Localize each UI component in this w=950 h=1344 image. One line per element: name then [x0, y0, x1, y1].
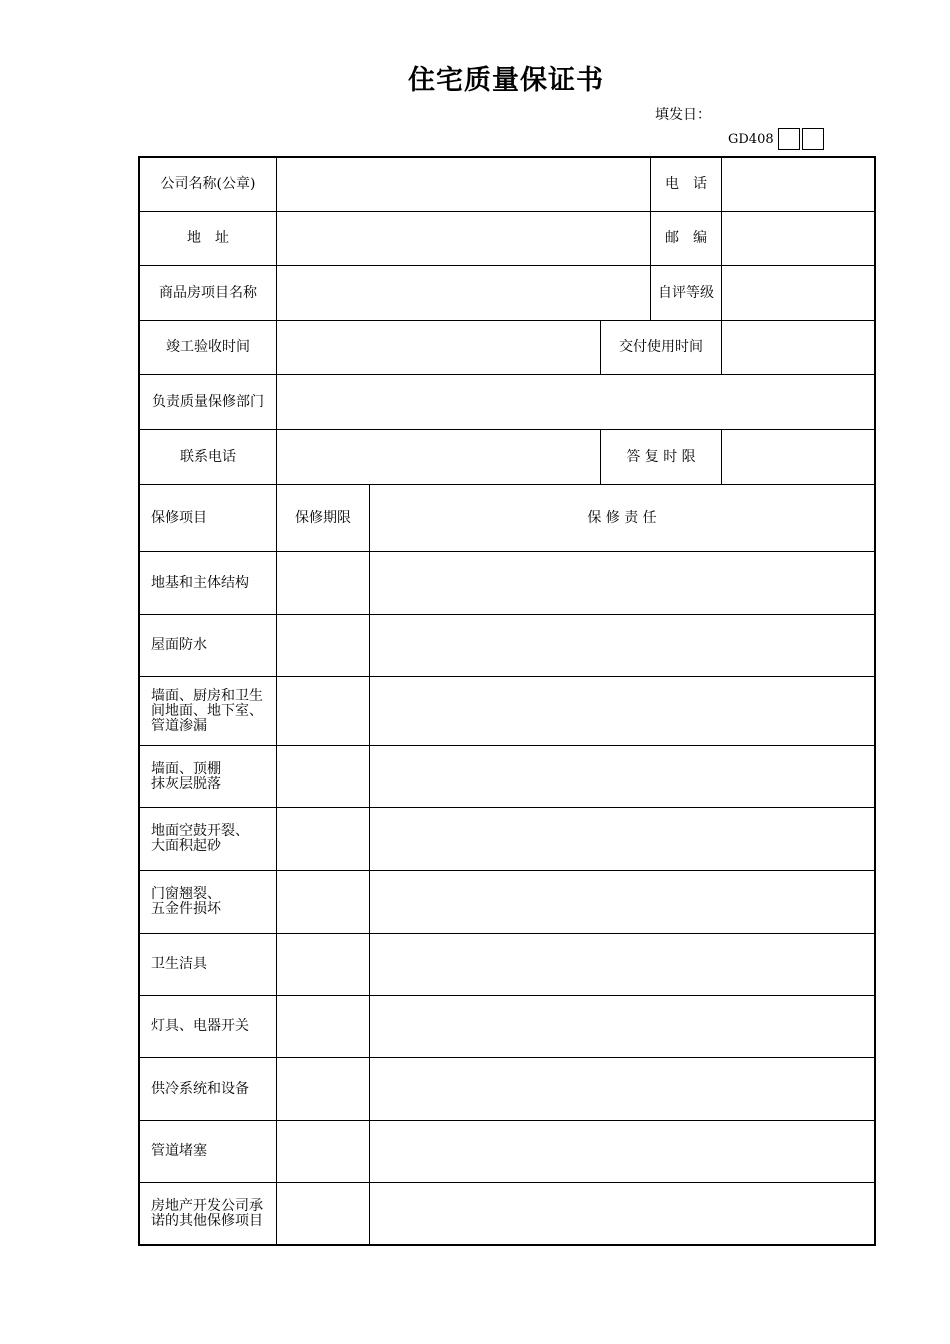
- warranty-item-label: 墙面、顶棚 抹灰层脱落: [151, 760, 221, 792]
- warranty-period-field[interactable]: [277, 615, 369, 676]
- warranty-period-field[interactable]: [277, 746, 369, 807]
- warranty-responsibility-field[interactable]: [370, 746, 874, 807]
- warranty-responsibility-field[interactable]: [370, 808, 874, 870]
- warranty-item-label: 供冷系统和设备: [151, 1080, 249, 1097]
- warranty-period-field[interactable]: [277, 996, 369, 1057]
- col-header-item: 保修项目: [151, 509, 207, 526]
- warranty-period-field[interactable]: [277, 1183, 369, 1244]
- warranty-responsibility-field[interactable]: [370, 934, 874, 995]
- self-rating-label: 自评等级: [658, 284, 714, 301]
- form-code: [728, 128, 824, 150]
- col-header-responsibility: 保 修 责 任: [587, 509, 657, 526]
- warranty-period-field[interactable]: [277, 552, 369, 614]
- warranty-dept-field[interactable]: [277, 375, 874, 429]
- completion-time-label: 竣工验收时间: [166, 339, 250, 355]
- project-name-label: 商品房项目名称: [159, 284, 257, 301]
- address-field[interactable]: [277, 212, 650, 265]
- warranty-item-label: 地基和主体结构: [151, 574, 249, 591]
- self-rating-field[interactable]: [722, 266, 874, 320]
- postcode-field[interactable]: [722, 212, 874, 265]
- address-label: 地 址: [187, 230, 229, 246]
- project-name-field[interactable]: [277, 266, 650, 320]
- delivery-time-label: 交付使用时间: [619, 339, 703, 355]
- phone-field[interactable]: [722, 158, 874, 211]
- warranty-responsibility-field[interactable]: [370, 677, 874, 745]
- warranty-responsibility-field[interactable]: [370, 552, 874, 614]
- warranty-item-label: 地面空鼓开裂、 大面积起砂: [151, 823, 249, 854]
- warranty-period-field[interactable]: [277, 808, 369, 870]
- reply-deadline-label: 答 复 时 限: [626, 448, 696, 465]
- warranty-period-field[interactable]: [277, 934, 369, 995]
- warranty-item-label: 屋面防水: [151, 637, 207, 653]
- warranty-dept-label: 负责质量保修部门: [152, 393, 264, 410]
- warranty-responsibility-field[interactable]: [370, 1058, 874, 1120]
- contact-phone-field[interactable]: [277, 430, 600, 484]
- form-code-box-2[interactable]: [802, 128, 824, 150]
- contact-phone-label: 联系电话: [180, 448, 236, 465]
- company-name-field[interactable]: [277, 158, 650, 211]
- phone-label: 电 话: [665, 176, 707, 192]
- warranty-period-field[interactable]: [277, 871, 369, 933]
- postcode-label: 邮 编: [665, 230, 707, 246]
- warranty-period-field[interactable]: [277, 677, 369, 745]
- warranty-item-label: 墙面、厨房和卫生 间地面、地下室、 管道渗漏: [151, 687, 263, 734]
- warranty-responsibility-field[interactable]: [370, 871, 874, 933]
- company-name-label: 公司名称(公章): [160, 176, 256, 192]
- fill-date-label: 填发日：: [655, 107, 711, 123]
- warranty-responsibility-field[interactable]: [370, 1183, 874, 1244]
- page-title: 住宅质量保证书: [408, 65, 604, 96]
- warranty-period-field[interactable]: [277, 1121, 369, 1182]
- warranty-item-label: 房地产开发公司承 诺的其他保修项目: [151, 1197, 263, 1229]
- form-code-box-1[interactable]: [778, 128, 800, 150]
- warranty-item-label: 管道堵塞: [151, 1143, 207, 1159]
- completion-time-field[interactable]: [277, 321, 600, 374]
- form-code-text: GD408: [728, 131, 774, 147]
- warranty-responsibility-field[interactable]: [370, 1121, 874, 1182]
- col-header-period: 保修期限: [295, 509, 351, 526]
- warranty-period-field[interactable]: [277, 1058, 369, 1120]
- warranty-item-label: 灯具、电器开关: [151, 1018, 249, 1034]
- delivery-time-field[interactable]: [722, 321, 874, 374]
- warranty-item-label: 卫生洁具: [151, 956, 207, 972]
- reply-deadline-field[interactable]: [722, 430, 874, 484]
- warranty-responsibility-field[interactable]: [370, 615, 874, 676]
- warranty-form: [138, 156, 876, 1246]
- warranty-item-label: 门窗翘裂、 五金件损坏: [151, 886, 221, 917]
- warranty-responsibility-field[interactable]: [370, 996, 874, 1057]
